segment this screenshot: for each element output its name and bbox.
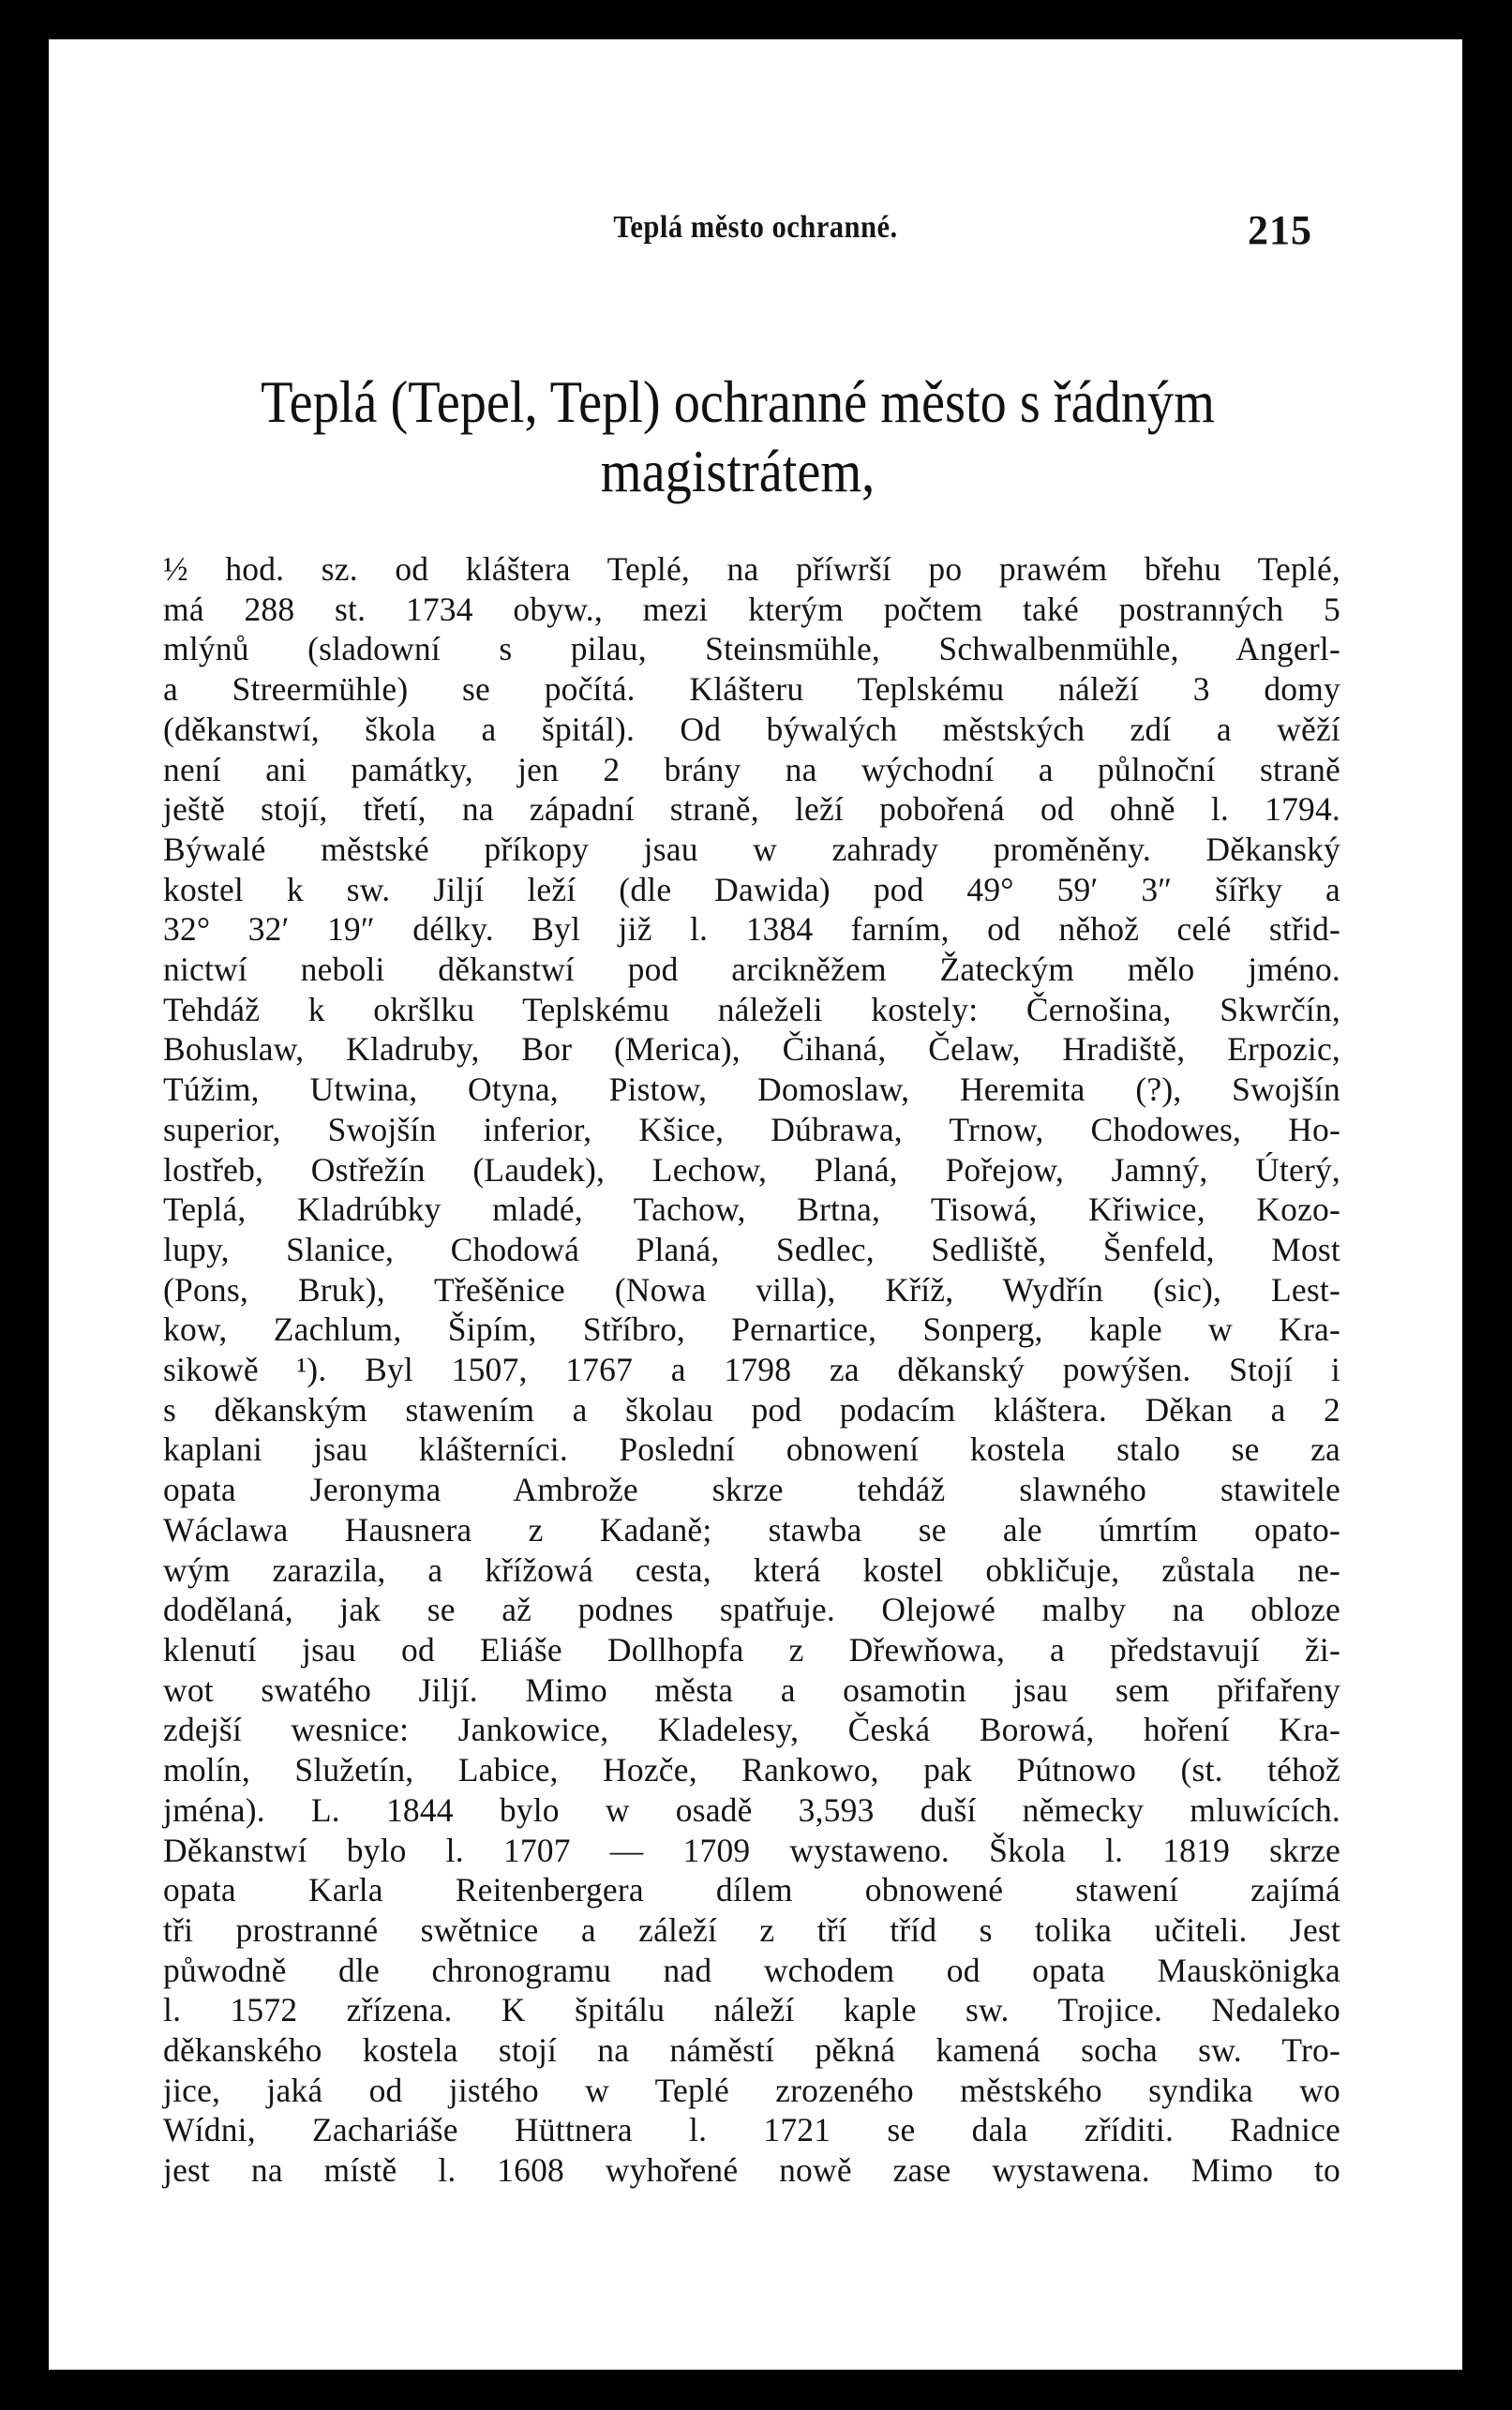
text-line: jice, jaká od jistého w Teplé zrozeného městského syndika wo — [163, 2071, 1340, 2109]
text-line: má 288 st. 1734 obyw., mezi kterým počtem také postranných 5 — [163, 590, 1340, 628]
text-line: 32° 32′ 19″ délky. Byl již l. 1384 farním, od něhož celé střid- — [163, 910, 1340, 949]
text-line: Túžim, Utwina, Otyna, Pistow, Domoslaw, Heremita (?), Swojšín — [163, 1070, 1340, 1109]
text-line: klenutí jsau od Eliáše Dollhopfa z Dřewňowa, a představují ži- — [163, 1630, 1340, 1669]
heading-line: Teplá (Tepel, Tepl) ochranné město s řádným — [261, 368, 1215, 435]
text-line: opata Jeronyma Ambrože skrze tehdáž slawného stawitele — [163, 1471, 1340, 1509]
text-line: kostel k sw. Jiljí leží (dle Dawida) pod 49° 59′ 3″ šířky a — [163, 870, 1340, 908]
text-line: Děkanstwí bylo l. 1707 — 1709 wystaweno. Škola l. 1819 skrze — [163, 1831, 1340, 1869]
text-line: jest na místě l. 1608 wyhořené nowě zase wystawena. Mimo to — [163, 2151, 1340, 2190]
text-line: sikowě ¹). Byl 1507, 1767 a 1798 za děkanský powýšen. Stojí i — [163, 1351, 1340, 1389]
text-line: (děkanstwí, škola a špitál). Od býwalých městských zdí a wěží — [163, 710, 1340, 748]
body-text — [163, 549, 1340, 2191]
text-line: Bohuslaw, Kladruby, Bor (Merica), Čihaná, Čelaw, Hradiště, Erpozic, — [163, 1030, 1340, 1069]
text-line: není ani památky, jen 2 brány na wýchodní a půlnoční straně — [163, 750, 1340, 788]
text-line: Wídni, Zachariáše Hüttnera l. 1721 se dala zříditi. Radnice — [163, 2111, 1340, 2149]
text-line: lupy, Slanice, Chodowá Planá, Sedlec, Sedliště, Šenfeld, Most — [163, 1230, 1340, 1268]
text-line: půwodně dle chronogramu nad wchodem od opata Mauskönigka — [163, 1951, 1340, 1989]
running-title: Teplá město ochranné. — [613, 210, 898, 245]
text-line: děkanského kostela stojí na náměstí pěkná kamená socha sw. Tro- — [163, 2031, 1340, 2070]
text-line: Teplá, Kladrúbky mladé, Tachow, Brtna, Tisowá, Křiwice, Kozo- — [163, 1190, 1340, 1229]
text-line: opata Karla Reitenbergera dílem obnowené stawení zajímá — [163, 1871, 1340, 1909]
text-line: nictwí neboli děkanstwí pod arcikněžem Žateckým mělo jméno. — [163, 951, 1340, 989]
text-line: zdejší wesnice: Jankowice, Kladelesy, Česká Borowá, hoření Kra- — [163, 1711, 1340, 1749]
text-line: Býwalé městské příkopy jsau w zahrady proměněny. Děkanský — [163, 830, 1340, 868]
text-line: jména). L. 1844 bylo w osadě 3,593 duší německy mluwících. — [163, 1790, 1340, 1829]
text-line: dodělaná, jak se až podnes spatřuje. Olejowé malby na obloze — [163, 1591, 1340, 1629]
text-line: l. 1572 zřízena. K špitálu náleží kaple sw. Trojice. Nedaleko — [163, 1991, 1340, 2029]
page-number: 215 — [1248, 207, 1312, 253]
text-line: a Streermühle) se počítá. Klášteru Teplskému náleží 3 domy — [163, 670, 1340, 709]
text-line: molín, Služetín, Labice, Hozče, Rankowo, pak Pútnowo (st. téhož — [163, 1751, 1340, 1789]
text-line: ½ hod. sz. od kláštera Teplé, na příwrší po prawém břehu Teplé, — [163, 550, 1340, 588]
running-head — [49, 207, 1462, 266]
text-line: wot swatého Jiljí. Mimo města a osamotin jsau sem přifařeny — [163, 1670, 1340, 1709]
text-line: superior, Swojšín inferior, Kšice, Dúbrawa, Trnow, Chodowes, Ho- — [163, 1110, 1340, 1148]
text-line: Tehdáž k okršlku Teplskému náleželi kostely: Černošina, Skwrčín, — [163, 990, 1340, 1028]
text-line: mlýnů (sladowní s pilau, Steinsmühle, Schwalbenmühle, Angerl- — [163, 630, 1340, 668]
heading-line: magistrátem, — [600, 438, 876, 504]
book-page — [49, 39, 1462, 2370]
text-line: (Pons, Bruk), Třešěnice (Nowa villa), Kříž, Wydřín (sic), Lest- — [163, 1270, 1340, 1309]
text-line: lostřeb, Ostřežín (Laudek), Lechow, Planá, Pořejow, Jamný, Úterý, — [163, 1150, 1340, 1189]
text-line: wým zarazila, a křížowá cesta, která kostel obkličuje, zůstala ne- — [163, 1550, 1340, 1589]
text-line: Wáclawa Hausnera z Kadaně; stawba se ale úmrtím opato- — [163, 1510, 1340, 1549]
text-line: tři prostranné swětnice a záleží z tří tříd s tolika učiteli. Jest — [163, 1910, 1340, 1949]
text-line: kaplani jsau klášterníci. Poslední obnowení kostela stalo se za — [163, 1430, 1340, 1469]
text-line: ještě stojí, třetí, na západní straně, leží pobořená od ohně l. 1794. — [163, 790, 1340, 829]
text-line: s děkanským stawením a školau pod podacím kláštera. Děkan a 2 — [163, 1390, 1340, 1429]
section-heading — [214, 367, 1262, 506]
text-line: kow, Zachlum, Šipím, Stříbro, Pernartice, Sonperg, kaple w Kra- — [163, 1310, 1340, 1349]
